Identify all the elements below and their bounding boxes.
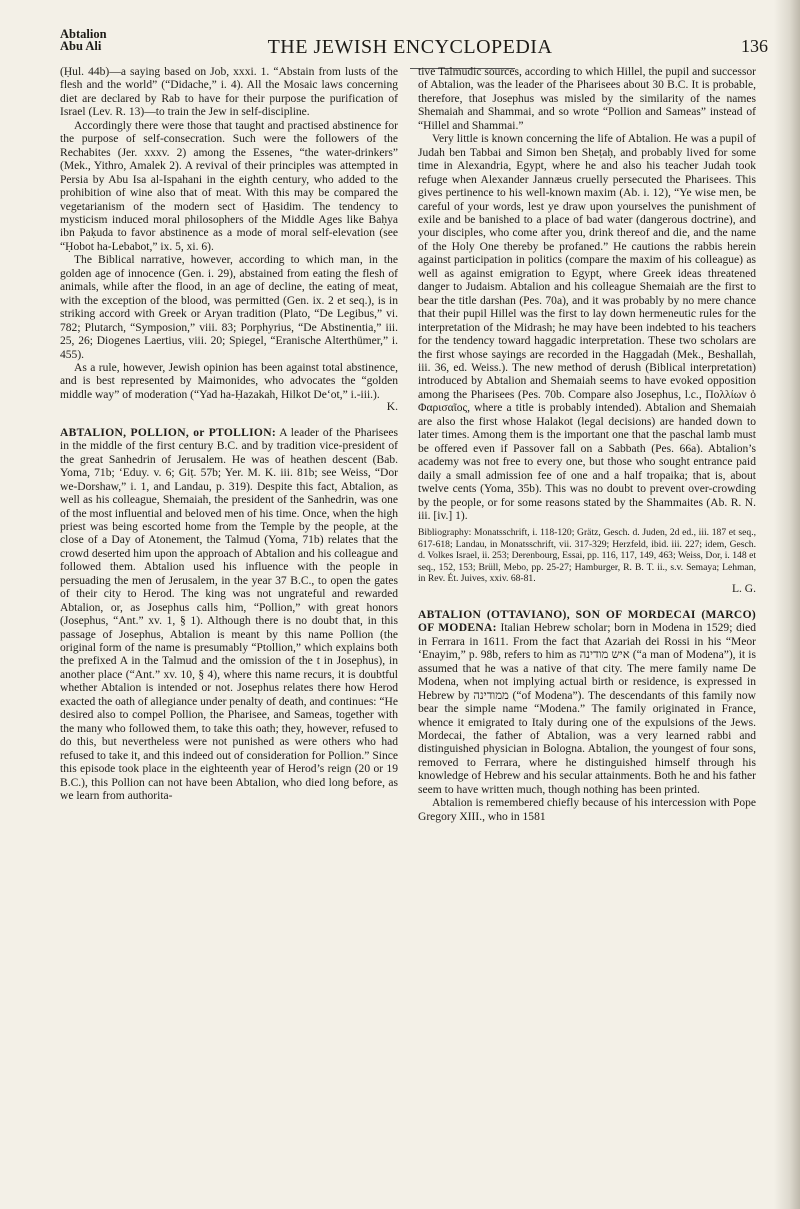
entry-abtalion-pollion [60, 427, 398, 804]
page-header [60, 27, 768, 68]
paragraph: Very little is known concerning the life of Abtalion. He was a pupil of Judah ben Tabbai and Simon ben Sheṭaḥ, and probably lived for some time in Alexandria, Egypt, where he and also his teacher Judah took refuge when Alexander Jannæus cruelly persecuted the Pharisees. This gives pertinence to his well-known maxim (Ab. i. 12), “Ye wise men, be careful of your words, lest ye draw upon yourselves the punishment of exile and be banished to a place of bad water (dangerous doctrine), and your disciples, who come after you, drink thereof and die, and the name of the Holy One thereby be profaned.” He cautions the rabbis herein against participation in politics (compare the maxim of his colleague) as well as against emigration to Egypt, where Greek ideas threatened danger to Judaism. Abtalion and his colleague Shemaiah are the first to bear the title darshan (Pes. 70a), and it was probably by no mere chance that their pupil Hillel was the first to lay down hermeneutic rules for the interpretation of the Midrash; he may have been indebted to his teachers for the tendency toward haggadic interpretation. These two scholars are the first whose sayings are recorded in the Haggadah (Mek., Beshallah, iii. 36, ed. Weiss.). The new method of derush (Biblical interpretation) introduced by Abtalion and Shemaiah seems to have evoked opposition among the Pharisees (Pes. 70b. Compare also Josephus, l.c., Πολλίων ὁ Φαρισαῖος, where a title is probably intended). Abtalion and Shemaiah are also the first whose Halakot (legal decisions) are handed down to later times. Among them is the important one that the paschal lamb must be offered even if Passover fall on a Sabbath (Pes. 66a). Abtalion’s academy was not free to every one, but those who sought entrance paid daily a small admission fee of one and a half tropaika; that is, about twelve cents (Yoma, 35b). This was no doubt to prevent over-crowding by the people, or for some reasons stated by the Shammaites (Ab. R. N. iii. [iv.] 1). [418, 133, 756, 522]
bibliography: Bibliography: Monatsschrift, i. 118-120; Grätz, Gesch. d. Juden, 2d ed., iii. 187 et seq., 617-618; Landau, in Monatsschrift, vii. 317-329; Herzfeld, ibid. iii. 227; idem, Gesch. d. Volkes Israel, ii. 253; Derenbourg, Essai, pp. 116, 117, 149, 463; Weiss, Dor, i. 148 et seq., 152, 153; Brüll, Mebo, pp. 25-27; Hamburger, R. B. T. ii., s.v. Semaya; Lehman, in Rev. Ét. Juives, xxiv. 68-81. [418, 527, 756, 585]
paragraph: Accordingly there were those that taught and practised abstinence for the purpose of self-consecration. Such were the followers of the Rechabites (Jer. xxxv. 2) among the Essenes, “the water-drinkers” (Mek., Yithro, Amalek 2). A revival of their principles was attempted in Persia by Abu Isa al-Ispahani in the eighth century, who added to the prohibition of wine also that of meat. With this may be compared the vegetarianism of the modern sect of Ḥasidim. The tendency to mysticism induced moral philosophers of the Middle Ages like Baḥya ibn Paḳuda to favor abstinence as a mode of moral self-elevation (see “Ḥobot ha-Lebabot,” ix. 5, xi. 6). [60, 119, 398, 253]
running-head-last: Abu Ali [60, 39, 102, 53]
entry-heading: ABTALION (OTTAVIANO), SON OF MORDECAI (MARCO) OF MODENA: [418, 608, 756, 635]
left-column [60, 66, 398, 803]
entry-abtalion-modena [418, 609, 756, 797]
author-signature: L. G. [731, 583, 756, 596]
page-number: 136 [741, 36, 768, 56]
paragraph: tive Talmudic sources, according to which Hillel, the pupil and successor of Abtalion, was the leader of the Pharisees about 30 B.C. It is probable, therefore, that Josephus was misled by the similarity of the names Shemaiah and Shammai, and so wrote “Pollion and Sameas” instead of “Hillel and Shammai.” [418, 66, 756, 132]
entry-heading: ABTALION, POLLION, or PTOLLION: [60, 426, 276, 439]
paragraph: (Ḥul. 44b)—a saying based on Job, xxxi. 1. “Abstain from lusts of the flesh and the world” (“Didache,” i. 4). All the Mosaic laws concerning diet are declared by Rab to have for their purpose the purification of Israel (Lev. R. 13)—to train the Jew in self-discipline. [60, 66, 398, 119]
entry-body: Italian Hebrew scholar; born in Modena in 1529; died in Ferrara in 1611. From the fact that Azariah dei Rossi in his “Meor ‘Enayim,” p. 98b, refers to him as איש מודינה (“a man of Modena”), it is assumed that he was a native of that city. The mere family name De Modena, when not implying actual birth or residence, is expressed in Hebrew by ממודינה (“of Modena”). The descendants of this family now bear the simple name “Modena.” The family originated in France, whence it emigrated to Italy during one of the expulsions of the Jews. Mordecai, the father of Abtalion, was a very learned rabbi and distinguished physician in Bologna. Abtalion, the youngest of four sons, removed to Ferrara, where he distinguished himself through his knowledge of Hebrew and his secular attainments. Both he and his father seem to have written much, though nothing has been printed. [418, 622, 756, 796]
entry-body: A leader of the Pharisees in the middle of the first century B.C. and by tradition vice-president of the great Sanhedrin of Jerusalem. He was of heathen descent (Bab. Yoma, 71b; ‘Eduy. v. 6; Giṭ. 57b; Yer. M. K. iii. 81b; see Weiss, “Dor we-Dorshaw,” i. 1, and Landau, p. 319). Despite this fact, Abtalion, as well as his colleague, Shemaiah, the president of the Sanhedrin, was one of the most influential and beloved men of his time. Once, when the high priest was being escorted home from the Temple by the people, at the close of a Day of Atonement, the Talmud (Yoma, 71b) relates that the crowd deserted him upon the approach of Abtalion and his colleague and followed them. Abtalion used his influence with the people in persuading the men of Jerusalem, in the year 37 B.C., to open the gates of their city to Herod. The king was not ungrateful and rewarded Abtalion, or, as Josephus calls him, “Pollion,” with great honors (Josephus, “Ant.” xv. 1, § 1). Although there is no doubt that, in this passage of Josephus, Abtalion is meant by this name Pollion (the original form of the name is presumably “Ptollion,” which explains both the prefixed A in the Talmud and the omission of the t in Josephus), in another place (“Ant.” xv. 10, § 4), where this name recurs, it is doubtful whether Abtalion is intended or not. Josephus relates there how Herod exacted the oath of allegiance under penalty of death, and continues: “He desired also to compel Pollion, the Pharisee, and Sameas, together with the many who followed them, to take this oath; they, however, refused to do this, but nevertheless were not punished as were others who had refused to take it, and this indeed out of consideration for Pollion.” Since this episode took place in the eighteenth year of Herod’s reign (20 or 19 B.C.), this Pollion can not have been Abtalion, who died long before, as we learn from authorita- [60, 426, 398, 803]
paragraph: As a rule, however, Jewish opinion has been against total abstinence, and is best represented by Maimonides, who advocates the “golden middle way” of moderation (“Yad ha-Ḥazakah, Hilkot De‘ot,” i.-iii.). [60, 361, 398, 401]
page-binding-shadow [774, 0, 800, 1209]
running-head-first: Abtalion [60, 27, 107, 41]
author-signature: K. [386, 401, 398, 414]
paragraph: Abtalion is remembered chiefly because of his intercession with Pope Gregory XIII., who in 1581 [418, 797, 756, 823]
right-column [418, 66, 756, 824]
page-title: THE JEWISH ENCYCLOPEDIA [267, 36, 553, 58]
paragraph: The Biblical narrative, however, according to which man, in the golden age of innocence (Gen. i. 29), abstained from eating the flesh of animals, while after the flood, in an age of decline, the eating of meat, with the exception of the blood, was permitted (Gen. ix. 2 et seq.), is in striking accord with Greek or Aryan tradition (Plato, “De Legibus,” vi. 782; Plutarch, “Symposion,” viii. 83; Porphyrius, “De Abstinentia,” iii. 25, 26; Diogenes Laertius, viii. 20; Spiegel, “Eranische Alterthümer,” i. 455). [60, 254, 398, 361]
